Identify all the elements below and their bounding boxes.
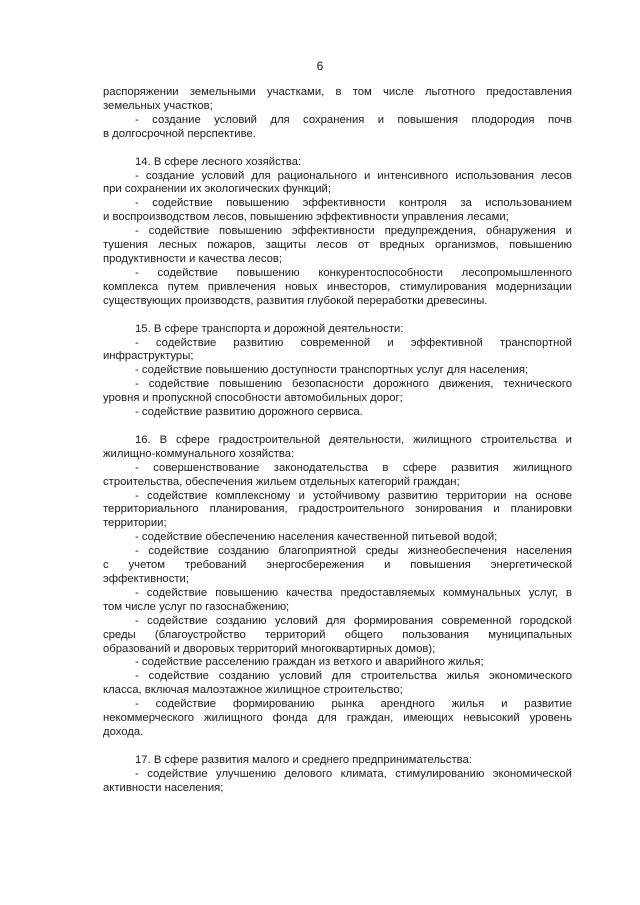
text-line: земельных участков;: [103, 99, 213, 112]
paragraph-gap: [103, 740, 572, 754]
text-line: с учетом требований энергосбережения и повышения энергетической: [103, 559, 572, 572]
text-line: уровня и пропускной способности автомобильных дорог;: [103, 392, 403, 405]
text-line: - создание условий для сохранения и повышения плодородия почв: [135, 113, 572, 126]
text-line: территориального планирования, градостроительного зонирования и планировки: [103, 503, 572, 516]
paragraph-gap: [103, 309, 572, 323]
paragraph-gap: [103, 420, 572, 434]
text-line: 15. В сфере транспорта и дорожной деятельности:: [135, 322, 404, 335]
text-line: 16. В сфере градостроительной деятельности, жилищного строительства и: [135, 433, 572, 446]
text-line: - содействие созданию благоприятной среды жизнеобеспечения населения: [135, 545, 572, 558]
text-line: - создание условий для рационального и интенсивного использования лесов: [135, 169, 572, 182]
text-line: образований и дворовых территорий многоквартирных домов);: [103, 642, 436, 655]
text-line: 17. В сфере развития малого и среднего предпринимательства:: [135, 753, 472, 766]
text-line: и воспроизводством лесов, повышению эффективности управления лесами;: [103, 211, 509, 224]
text-line: - содействие улучшению делового климата, стимулированию экономической: [135, 767, 572, 780]
text-line: - совершенствование законодательства в сфере развития жилищного: [135, 461, 572, 474]
text-line: инфраструктуры;: [103, 350, 194, 363]
text-line: распоряжении земельными участками, в том числе льготного предоставления: [103, 86, 572, 98]
text-line: при сохранении их экологических функций;: [103, 183, 331, 196]
text-line: - содействие повышению эффективности предупреждения, обнаружения и: [135, 225, 572, 238]
text-line: - содействие повышению качества предоставляемых коммунальных услуг, в: [135, 586, 572, 599]
text-line: комплекса путем привлечения новых инвесторов, стимулирования модернизации: [103, 280, 572, 293]
text-line: продуктивности и качества лесов;: [103, 252, 283, 265]
text-line: среды (благоустройство территорий общего пользования муниципальных: [103, 628, 572, 641]
text-line: - содействие расселению граждан из ветхого и аварийного жилья;: [135, 656, 484, 669]
text-line: - содействие созданию условий для формирования современной городской: [135, 614, 572, 627]
text-line: - содействие повышению безопасности дорожного движения, технического: [135, 378, 572, 391]
text-line: тушения лесных пожаров, защиты лесов от вредных организмов, повышению: [103, 239, 572, 252]
text-line: жилищно-коммунального хозяйства:: [103, 447, 295, 460]
text-line: - содействие обеспечению населения качественной питьевой водой;: [135, 531, 498, 544]
text-line: в долгосрочной перспективе.: [103, 127, 256, 140]
text-line: том числе услуг по газоснабжению;: [103, 600, 290, 613]
text-line: - содействие комплексному и устойчивому развитию территории на основе: [135, 489, 572, 502]
page-number: 6: [316, 59, 324, 73]
text-line: - содействие развитию дорожного сервиса.: [135, 406, 363, 419]
text-line: - содействие развитию современной и эффективной транспортной: [135, 336, 572, 349]
text-line: класса, включая малоэтажное жилищное строительство;: [103, 684, 403, 697]
text-line: активности населения;: [103, 781, 224, 794]
text-line: 14. В сфере лесного хозяйства:: [135, 155, 302, 168]
text-line: - содействие повышению конкурентоспособности лесопромышленного: [135, 266, 572, 279]
text-line: - содействие повышению эффективности контроля за использованием: [135, 197, 572, 210]
text-line: эффективности;: [103, 573, 189, 585]
paragraph-gap: [103, 142, 572, 156]
text-line: - содействие повышению доступности транспортных услуг для населения;: [135, 364, 529, 377]
document-body: [103, 86, 572, 796]
text-line: - содействие созданию условий для строительства жилья экономического: [135, 670, 572, 683]
text-line: территории;: [103, 517, 167, 530]
text-line: строительства, обеспечения жильем отдельных категорий граждан;: [103, 475, 460, 488]
text-line: существующих производств, развития глубокой переработки древесины.: [103, 294, 488, 307]
text-line: дохода.: [103, 725, 144, 738]
text-line: некоммерческого жилищного фонда для граждан, имеющих невысокий уровень: [103, 712, 572, 725]
text-line: - содействие формированию рынка арендного жилья и развитие: [135, 698, 572, 711]
